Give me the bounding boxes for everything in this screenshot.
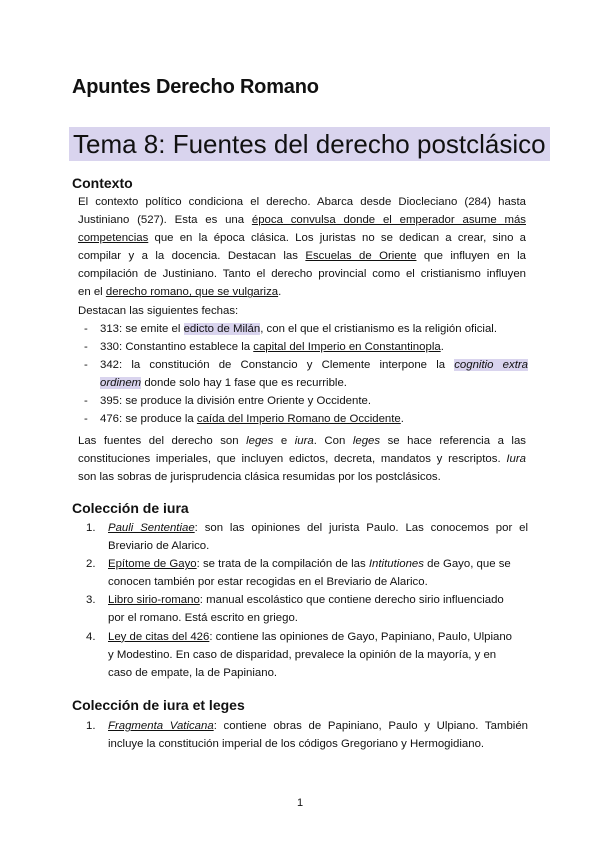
section-heading-contexto: Contexto: [72, 175, 133, 191]
document-title: Apuntes Derecho Romano: [72, 76, 319, 98]
text-run: : se trata de la compilación de las: [196, 558, 369, 571]
italic-term: leges: [352, 435, 381, 447]
highlighted-term: cognitio extra: [454, 359, 528, 372]
list-item: [86, 717, 528, 753]
list-item: [86, 519, 528, 555]
dates-list: [78, 320, 528, 429]
text-line: [78, 211, 526, 229]
text-run: Justiniano (527). Esta es una: [78, 214, 252, 227]
underlined-term: competencias: [78, 232, 149, 245]
item-title: Ley de citas del 426: [108, 630, 210, 643]
text-run: . Con: [313, 435, 353, 447]
list-item: [86, 628, 528, 682]
text-line: [78, 283, 526, 301]
text-line: [108, 717, 528, 735]
text-run: Las fuentes del derecho son: [78, 435, 247, 447]
text-line: [108, 591, 528, 609]
text-line: compilación de Justiniano. Tanto el derecho provincial como el cristianismo influyen: [78, 268, 526, 281]
text-run: : son las opiniones del jurista Paulo. Las conocemos por el: [194, 522, 528, 534]
text-run: : contiene obras de Papiniano, Paulo y Ulpiano. También: [213, 720, 528, 732]
item-number: 3.: [86, 594, 96, 607]
text-run: compilar y a la docencia. Destacan las: [78, 250, 306, 263]
date-item: - 342: la constitución de Constancio y Clemente interpone la cognitio extra ordinem donde solo hay 1 fase que es recurrible.: [78, 356, 528, 392]
date-item: - 395: se produce la división entre Oriente y Occidente.: [78, 392, 528, 410]
text-line: [78, 247, 526, 265]
italic-term: Iura: [506, 453, 526, 466]
text-run: : manual escolástico que contiene derecho sirio influenciado: [199, 594, 504, 607]
text-run: en el: [78, 286, 106, 299]
text-line: caso de empate, la de Papiniano.: [108, 666, 278, 679]
text-line: [78, 432, 526, 450]
list-item: [86, 555, 528, 591]
date-item: - 313: se emite el edicto de Milán, con el que el cristianismo es la religión oficial.: [84, 323, 497, 335]
text-run: 476: se produce la: [100, 413, 197, 426]
section-heading-iura-et-leges: Colección de iura et leges: [72, 697, 245, 713]
text-run: constituciones imperiales, que incluyen edictos, decreta, mandatos y rescriptos.: [78, 453, 507, 466]
item-title: Fragmenta Vaticana: [108, 720, 214, 732]
text-run: de Gayo, que se: [423, 558, 511, 571]
item-number: 2.: [86, 558, 96, 571]
text-line: Destacan las siguientes fechas:: [78, 304, 239, 317]
text-run: .: [278, 286, 282, 299]
text-run: 330: Constantino establece la: [100, 341, 254, 354]
text-run: 342: la constitución de Constancio y Clemente interpone la: [100, 359, 455, 372]
iura-leges-list: [86, 717, 528, 753]
date-item: - 330: Constantino establece la capital del Imperio en Constantinopla.: [84, 341, 444, 354]
item-number: 1.: [86, 720, 96, 732]
text-line: 395: se produce la división entre Oriente y Occidente.: [100, 395, 371, 408]
section-heading-iura: Colección de iura: [72, 500, 189, 516]
text-line: y Modestino. En caso de disparidad, prevalece la opinión de la mayoría, y en: [108, 648, 497, 661]
page-number: 1: [296, 797, 304, 809]
underlined-term: capital del Imperio en Constantinopla: [253, 341, 441, 354]
italic-term: Intitutiones: [368, 558, 424, 571]
text-line: por el romano. Está escrito en griego.: [108, 612, 298, 625]
underlined-term: Escuelas de Oriente: [305, 250, 417, 263]
text-run: .: [440, 341, 444, 354]
underlined-term: derecho romano, que se vulgariza: [105, 286, 279, 299]
text-run: donde solo hay 1 fase que es recurrible.: [141, 377, 347, 390]
text-run: e: [273, 435, 295, 447]
text-line: son las sobras de jurisprudencia clásica resumidas por los postclásicos.: [78, 471, 441, 484]
text-line: [100, 356, 528, 374]
text-run: que influyen en la: [416, 250, 526, 263]
fuentes-paragraph: [78, 432, 526, 486]
text-run: 313: se emite el: [100, 323, 184, 335]
item-title: Epítome de Gayo: [108, 558, 197, 571]
italic-term: leges: [246, 435, 274, 447]
item-number: 4.: [86, 630, 96, 643]
text-line: [108, 519, 528, 537]
text-line: conocen también por estar recogidas en el Breviario de Alarico.: [108, 576, 428, 589]
underlined-term: caída del Imperio Romano de Occidente: [196, 413, 401, 426]
text-run: .: [400, 413, 404, 426]
italic-term: iura: [294, 435, 314, 447]
item-title: Libro sirio-romano: [108, 594, 200, 607]
item-number: 1.: [86, 522, 96, 534]
chapter-title: Tema 8: Fuentes del derecho postclásico: [69, 127, 550, 161]
text-line: [100, 374, 528, 392]
underlined-term: época convulsa donde el emperador asume más: [251, 214, 526, 227]
text-line: [108, 555, 528, 573]
contexto-paragraph: [78, 193, 526, 320]
item-title: Pauli Sententiae: [108, 522, 195, 534]
text-line: [78, 450, 526, 468]
text-line: incluye la constitución imperial de los códigos Gregoriano y Hermogidiano.: [108, 738, 485, 751]
text-line: El contexto político condiciona el derecho. Abarca desde Diocleciano (284) hasta: [78, 196, 526, 208]
highlighted-term: edicto de Milán: [183, 323, 261, 335]
date-item: - 476: se produce la caída del Imperio Romano de Occidente.: [84, 413, 404, 426]
text-run: que en la época clásica. Los juristas no se dedican a crear, sino a: [148, 232, 526, 245]
text-line: Breviario de Alarico.: [108, 540, 210, 553]
highlighted-term: ordinem: [100, 377, 142, 390]
text-run: , con el que el cristianismo es la religión oficial.: [260, 323, 497, 335]
text-run: se hace referencia a las: [380, 435, 526, 447]
text-line: [78, 229, 526, 247]
text-line: [108, 628, 528, 646]
iura-list: [86, 519, 528, 682]
text-run: : contiene las opiniones de Gayo, Papiniano, Paulo, Ulpiano: [209, 630, 513, 643]
list-item: [86, 591, 528, 627]
